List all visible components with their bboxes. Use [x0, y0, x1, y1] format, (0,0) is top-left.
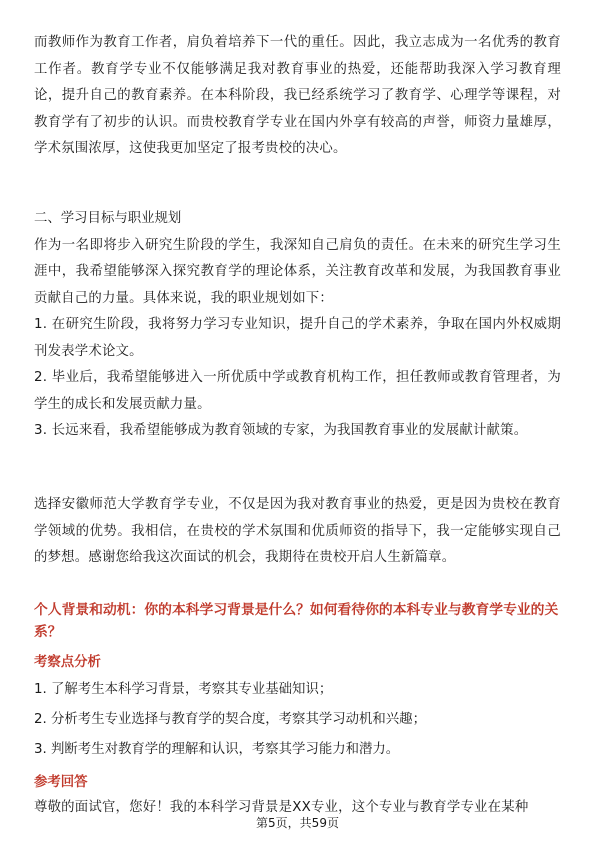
interview-question-section	[34, 599, 561, 822]
analysis-heading: 考察点分析	[34, 655, 101, 670]
closing-paragraph: 选择安徽师范大学教育学专业，不仅是因为我对教育事业的热爱，更是因为贵校在教育学领域的优势。我相信，在贵校的学术氛围和优质师资的指导下，我一定能够实现自己的梦想。感谢您给我这次面试的机会，我期待在贵校开启人生新篇章。	[34, 497, 561, 565]
question-title: 个人背景和动机：你的本科学习背景是什么？如何看待你的本科专业与教育学专业的关系？	[34, 602, 559, 640]
goals-section	[34, 206, 561, 445]
analysis-item-1: 1. 了解考生本科学习背景，考察其专业基础知识；	[34, 682, 333, 697]
goals-item-3: 3. 长远来看，我希望能够成为教育领域的专家，为我国教育事业的发展献计献策。	[34, 423, 528, 438]
motivation-section	[34, 30, 561, 163]
analysis-item-2: 2. 分析考生专业选择与教育学的契合度，考察其学习动机和兴趣；	[34, 712, 426, 727]
answer-heading: 参考回答	[34, 775, 88, 790]
goals-item-2: 2. 毕业后，我希望能够进入一所优质中学或教育机构工作，担任教师或教育管理者，为学生的成长和发展贡献力量。	[34, 370, 561, 412]
motivation-paragraph: 而教师作为教育工作者，肩负着培养下一代的重任。因此，我立志成为一名优秀的教育工作者。教育学专业不仅能够满足我对教育事业的热爱，还能帮助我深入学习教育理论，提升自己的教育素养。在本科阶段，我已经系统学习了教育学、心理学等课程，对教育学有了初步的认识。而贵校教育学专业在国内外享有较高的声誉，师资力量雄厚，学术氛围浓厚，这使我更加坚定了报考贵校的决心。	[34, 35, 561, 156]
page-number-footer: 第5页，共59页	[256, 816, 339, 830]
goals-heading: 二、学习目标与职业规划	[34, 211, 182, 226]
answer-text: 尊敬的面试官，您好！我的本科学习背景是XX专业，这个专业与教育学专业在某种	[34, 800, 529, 815]
goals-item-1: 1. 在研究生阶段，我将努力学习专业知识，提升自己的学术素养，争取在国内外权威期刊发表学术论文。	[34, 317, 561, 359]
closing-section	[34, 492, 561, 572]
document-page	[34, 0, 561, 842]
goals-intro: 作为一名即将步入研究生阶段的学生，我深知自己肩负的责任。在未来的研究生学习生涯中，我希望能够深入探究教育学的理论体系，关注教育改革和发展，为我国教育事业贡献自己的力量。具体来说，我的职业规划如下：	[34, 237, 561, 306]
analysis-item-3: 3. 判断考生对教育学的理解和认识，考察其学习能力和潜力。	[34, 742, 400, 757]
